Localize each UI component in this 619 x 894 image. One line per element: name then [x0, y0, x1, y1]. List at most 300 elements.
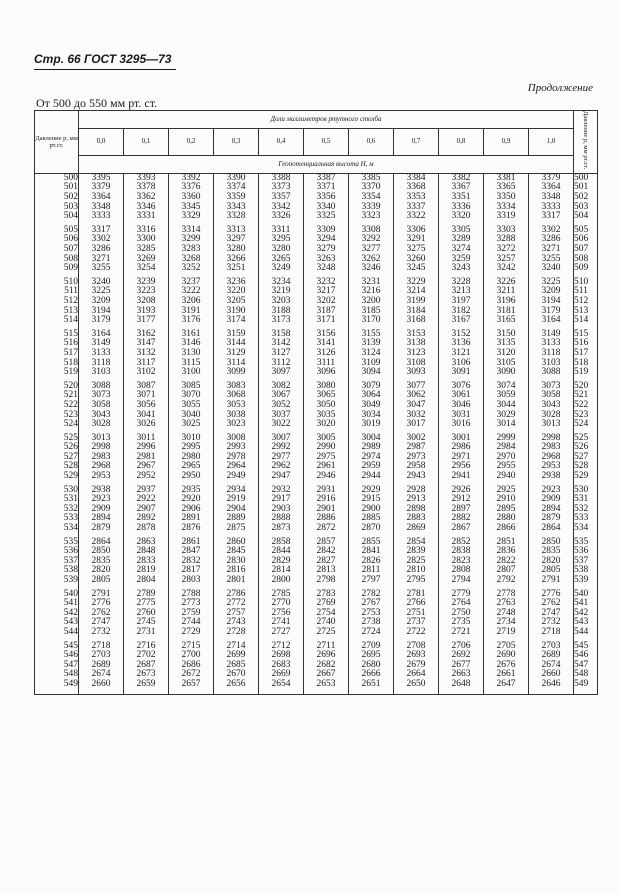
value-cell	[439, 434, 484, 486]
table-value: 3028	[541, 409, 561, 420]
table-value: 2876	[181, 523, 201, 534]
table-value: 3176	[181, 315, 201, 326]
table-value: 2820	[541, 555, 561, 566]
value-cell	[484, 486, 529, 538]
table-value: 3288	[496, 234, 516, 245]
table-value: 2735	[451, 617, 471, 628]
table-value: 504	[63, 211, 78, 222]
table-value: 3011	[136, 432, 156, 443]
table-row	[35, 590, 598, 642]
table-value: 3246	[361, 263, 381, 274]
value-cell	[79, 434, 124, 486]
table-value: 2971	[451, 451, 471, 462]
table-value: 3029	[496, 409, 516, 420]
table-value: 3008	[226, 432, 246, 443]
table-value: 526	[63, 442, 78, 453]
table-value: 2789	[136, 588, 156, 599]
table-value: 2747	[541, 607, 561, 618]
table-value: 2690	[496, 650, 516, 661]
table-value: 3317	[91, 224, 111, 235]
value-cell	[169, 486, 214, 538]
table-value: 3354	[361, 192, 381, 203]
table-value: 3133	[541, 338, 561, 349]
table-value: 2807	[496, 565, 516, 576]
pressure-cell-right	[574, 642, 598, 694]
table-value: 2925	[496, 484, 516, 495]
table-value: 2786	[226, 588, 246, 599]
table-value: 2732	[541, 617, 561, 628]
table-value: 3382	[451, 172, 471, 183]
column-header: 0,9	[484, 128, 529, 155]
table-value: 2727	[271, 626, 291, 637]
table-value: 3340	[316, 201, 336, 212]
table-value: 2808	[451, 565, 471, 576]
table-value: 3050	[316, 399, 336, 410]
table-value: 3094	[361, 367, 381, 378]
pressure-cell-right	[574, 330, 598, 382]
table-value: 546	[63, 650, 78, 661]
table-value: 512	[574, 295, 589, 306]
table-value: 535	[574, 536, 589, 547]
table-value: 3225	[91, 286, 111, 297]
value-cell	[124, 434, 169, 486]
table-value: 3152	[451, 328, 471, 339]
table-value: 3286	[541, 234, 561, 245]
table-value: 530	[63, 484, 78, 495]
table-value: 518	[63, 357, 78, 368]
table-value: 500	[63, 172, 78, 183]
table-value: 503	[574, 201, 589, 212]
table-value: 546	[574, 650, 589, 661]
table-value: 3074	[496, 380, 516, 391]
value-cell	[79, 330, 124, 382]
table-value: 2767	[361, 598, 381, 609]
table-value: 511	[574, 286, 588, 297]
table-value: 2718	[541, 626, 561, 637]
table-value: 2894	[541, 503, 561, 514]
table-value: 521	[574, 390, 589, 401]
table-value: 2708	[406, 640, 426, 651]
table-value: 2756	[271, 607, 291, 618]
table-value: 3308	[361, 224, 381, 235]
table-value: 3216	[361, 286, 381, 297]
table-value: 3097	[271, 367, 291, 378]
table-value: 542	[574, 607, 589, 618]
table-value: 3209	[91, 295, 111, 306]
table-value: 2663	[451, 669, 471, 680]
table-value: 2852	[451, 536, 471, 547]
table-value: 3236	[226, 276, 246, 287]
table-value: 3197	[451, 295, 471, 306]
table-value: 2961	[316, 461, 336, 472]
value-cell	[79, 486, 124, 538]
table-value: 2687	[136, 659, 156, 670]
pressure-cell	[35, 642, 79, 694]
pressure-cell-right	[574, 486, 598, 538]
table-value: 524	[63, 419, 78, 430]
table-value: 3129	[226, 347, 246, 358]
value-cell	[529, 486, 574, 538]
table-value: 3062	[406, 390, 426, 401]
table-value: 3208	[136, 295, 156, 306]
table-value: 2836	[496, 546, 516, 557]
table-value: 2811	[361, 565, 381, 576]
table-value: 548	[63, 669, 78, 680]
geopotential-table	[34, 110, 598, 695]
value-cell	[529, 642, 574, 694]
table-value: 505	[574, 224, 589, 235]
table-value: 3111	[316, 357, 336, 368]
table-value: 2716	[136, 640, 156, 651]
table-value: 2981	[136, 451, 156, 462]
value-cell	[529, 226, 574, 278]
table-value: 3182	[451, 305, 471, 316]
value-cell	[124, 642, 169, 694]
value-cell	[124, 330, 169, 382]
table-value: 3392	[181, 172, 201, 183]
table-value: 2781	[406, 588, 426, 599]
table-value: 2705	[496, 640, 516, 651]
table-value: 2822	[496, 555, 516, 566]
table-value: 502	[574, 192, 589, 203]
table-value: 3142	[271, 338, 291, 349]
table-value: 2657	[181, 678, 201, 689]
table-value: 3146	[181, 338, 201, 349]
table-value: 544	[574, 626, 589, 637]
table-value: 543	[63, 617, 78, 628]
table-value: 3091	[451, 367, 471, 378]
table-value: 2866	[496, 523, 516, 534]
value-cell	[304, 278, 349, 330]
value-cell	[439, 226, 484, 278]
pressure-cell-right	[574, 538, 598, 590]
table-value: 2750	[451, 607, 471, 618]
value-cell	[169, 173, 214, 225]
table-value: 517	[63, 347, 78, 358]
table-value: 3257	[496, 253, 516, 264]
table-value: 3206	[181, 295, 201, 306]
pressure-cell	[35, 226, 79, 278]
table-value: 527	[63, 451, 78, 462]
table-value: 2901	[316, 503, 336, 514]
table-value: 3179	[91, 315, 111, 326]
table-row	[35, 330, 598, 382]
table-value: 539	[574, 575, 589, 586]
table-value: 3306	[406, 224, 426, 235]
table-value: 3337	[406, 201, 426, 212]
value-cell	[349, 434, 394, 486]
table-value: 3162	[136, 328, 156, 339]
table-value: 3272	[496, 244, 516, 255]
pressure-cell-right	[574, 382, 598, 434]
table-value: 2978	[226, 451, 246, 462]
table-value: 3222	[181, 286, 201, 297]
value-cell	[394, 382, 439, 434]
table-value: 2967	[136, 461, 156, 472]
table-value: 2769	[316, 598, 336, 609]
pressure-header-right: Давление р, мм рт.ст.	[574, 111, 598, 174]
table-value: 3170	[361, 315, 381, 326]
table-value: 2999	[496, 432, 516, 443]
table-value: 2714	[226, 640, 246, 651]
value-cell	[259, 330, 304, 382]
table-value: 3004	[361, 432, 381, 443]
table-value: 2983	[91, 451, 111, 462]
table-value: 2880	[496, 513, 516, 524]
value-cell	[259, 173, 304, 225]
value-cell	[169, 330, 214, 382]
table-value: 2938	[91, 484, 111, 495]
table-value: 2886	[316, 513, 336, 524]
pressure-cell-right	[574, 590, 598, 642]
table-value: 2943	[406, 471, 426, 482]
table-value: 3249	[271, 263, 291, 274]
table-value: 2676	[496, 659, 516, 670]
value-cell	[349, 538, 394, 590]
table-value: 3336	[451, 201, 471, 212]
table-value: 3118	[91, 357, 111, 368]
page-header: Стр. 66 ГОСТ 3295—73	[34, 52, 172, 66]
table-value: 2795	[406, 575, 426, 586]
table-value: 2745	[136, 617, 156, 628]
table-value: 3168	[406, 315, 426, 326]
table-value: 3367	[451, 182, 471, 193]
table-value: 2980	[181, 451, 201, 462]
value-cell	[124, 173, 169, 225]
table-value: 2805	[91, 575, 111, 586]
value-cell	[79, 590, 124, 642]
table-value: 531	[63, 494, 78, 505]
table-value: 2674	[541, 659, 561, 670]
table-value: 3158	[271, 328, 291, 339]
pressure-cell	[35, 382, 79, 434]
value-cell	[349, 590, 394, 642]
table-value: 2689	[91, 659, 111, 670]
table-value: 2798	[316, 575, 336, 586]
table-value: 2835	[541, 546, 561, 557]
table-value: 3088	[541, 367, 561, 378]
table-value: 3017	[406, 419, 426, 430]
value-cell	[529, 434, 574, 486]
table-value: 2660	[541, 669, 561, 680]
table-value: 2731	[136, 626, 156, 637]
table-value: 3188	[271, 305, 291, 316]
pressure-cell-right	[574, 226, 598, 278]
table-value: 2850	[541, 536, 561, 547]
table-value: 2919	[226, 494, 246, 505]
table-value: 3118	[541, 347, 561, 358]
table-value: 2974	[361, 451, 381, 462]
table-value: 3275	[406, 244, 426, 255]
table-value: 527	[574, 451, 589, 462]
table-value: 3161	[181, 328, 201, 339]
table-value: 3025	[181, 419, 201, 430]
table-value: 2953	[541, 461, 561, 472]
table-value: 3047	[406, 399, 426, 410]
table-value: 540	[63, 588, 78, 599]
table-value: 3007	[271, 432, 291, 443]
table-value: 508	[574, 253, 589, 264]
table-value: 2889	[226, 513, 246, 524]
table-value: 3365	[496, 182, 516, 193]
table-value: 3032	[406, 409, 426, 420]
table-value: 2673	[136, 669, 156, 680]
table-value: 2689	[541, 650, 561, 661]
table-value: 2660	[91, 678, 111, 689]
table-value: 3199	[406, 295, 426, 306]
value-cell	[214, 434, 259, 486]
table-value: 3056	[136, 399, 156, 410]
table-value: 2987	[406, 442, 426, 453]
table-value: 529	[574, 471, 589, 482]
table-value: 2916	[316, 494, 336, 505]
table-value: 512	[63, 295, 78, 306]
table-value: 503	[63, 201, 78, 212]
table-value: 2825	[406, 555, 426, 566]
value-cell	[304, 173, 349, 225]
table-value: 3070	[181, 390, 201, 401]
table-value: 3132	[136, 347, 156, 358]
table-value: 507	[63, 244, 78, 255]
value-cell	[439, 382, 484, 434]
table-value: 3220	[226, 286, 246, 297]
table-value: 3317	[541, 211, 561, 222]
table-value: 2672	[181, 669, 201, 680]
table-value: 3046	[451, 399, 471, 410]
table-value: 3121	[451, 347, 471, 358]
table-value: 3200	[361, 295, 381, 306]
value-cell	[349, 642, 394, 694]
table-value: 3124	[361, 347, 381, 358]
table-value: 3138	[406, 338, 426, 349]
table-value: 3016	[451, 419, 471, 430]
table-value: 3115	[181, 357, 201, 368]
table-value: 525	[63, 432, 78, 443]
table-value: 2941	[451, 471, 471, 482]
table-value: 3231	[361, 276, 381, 287]
table-value: 3342	[271, 201, 291, 212]
table-value: 2998	[541, 432, 561, 443]
table-value: 3259	[451, 253, 471, 264]
table-value: 3114	[226, 357, 246, 368]
table-value: 2962	[271, 461, 291, 472]
value-cell	[529, 278, 574, 330]
table-value: 3019	[361, 419, 381, 430]
table-value: 3356	[316, 192, 336, 203]
table-value: 2928	[406, 484, 426, 495]
table-value: 3286	[91, 244, 111, 255]
table-value: 3203	[271, 295, 291, 306]
table-value: 530	[574, 484, 589, 495]
table-value: 3127	[271, 347, 291, 358]
table-value: 3173	[271, 315, 291, 326]
pressure-cell-right	[574, 173, 598, 225]
value-cell	[529, 590, 574, 642]
table-value: 3393	[136, 172, 156, 183]
table-value: 3061	[451, 390, 471, 401]
table-value: 3225	[541, 276, 561, 287]
table-value: 3065	[316, 390, 336, 401]
table-value: 2763	[496, 598, 516, 609]
table-value: 522	[63, 399, 78, 410]
table-value: 2923	[91, 494, 111, 505]
table-value: 2923	[541, 484, 561, 495]
table-value: 2946	[316, 471, 336, 482]
table-value: 3348	[91, 201, 111, 212]
table-value: 3149	[91, 338, 111, 349]
table-value: 3038	[226, 409, 246, 420]
value-cell	[124, 590, 169, 642]
table-value: 2850	[91, 546, 111, 557]
table-value: 3103	[541, 357, 561, 368]
table-value: 3219	[271, 286, 291, 297]
table-value: 2686	[181, 659, 201, 670]
table-value: 3082	[271, 380, 291, 391]
table-value: 2879	[541, 513, 561, 524]
table-value: 2700	[181, 650, 201, 661]
table-value: 3390	[226, 172, 246, 183]
value-cell	[214, 642, 259, 694]
table-value: 2915	[361, 494, 381, 505]
table-value: 3265	[271, 253, 291, 264]
table-value: 2858	[271, 536, 291, 547]
table-value: 3055	[181, 399, 201, 410]
table-value: 536	[574, 546, 589, 557]
table-value: 3022	[271, 419, 291, 430]
table-value: 3044	[496, 399, 516, 410]
table-value: 2878	[136, 523, 156, 534]
table-value: 2842	[316, 546, 336, 557]
table-value: 3191	[181, 305, 201, 316]
value-cell	[79, 173, 124, 225]
column-header: 0,5	[304, 128, 349, 155]
value-cell	[79, 278, 124, 330]
table-value: 510	[63, 276, 78, 287]
table-value: 3302	[91, 234, 111, 245]
value-cell	[214, 538, 259, 590]
value-cell	[259, 278, 304, 330]
table-value: 2753	[361, 607, 381, 618]
table-value: 540	[574, 588, 589, 599]
table-value: 2816	[226, 565, 246, 576]
geopotential-header: Геопотенциальная высота Н, м	[79, 156, 574, 174]
table-value: 2651	[361, 678, 381, 689]
table-value: 501	[63, 182, 78, 193]
table-value: 528	[63, 461, 78, 472]
table-value: 2926	[451, 484, 471, 495]
table-value: 2677	[451, 659, 471, 670]
table-value: 3323	[361, 211, 381, 222]
table-value: 3371	[316, 182, 336, 193]
table-value: 3023	[226, 419, 246, 430]
value-cell	[394, 538, 439, 590]
value-cell	[259, 486, 304, 538]
table-value: 2703	[541, 640, 561, 651]
table-value: 3374	[226, 182, 246, 193]
table-value: 2801	[226, 575, 246, 586]
value-cell	[439, 173, 484, 225]
table-value: 2906	[181, 503, 201, 514]
table-value: 2992	[271, 442, 291, 453]
table-value: 3255	[91, 263, 111, 274]
table-value: 3043	[541, 399, 561, 410]
table-value: 3037	[271, 409, 291, 420]
table-value: 3052	[271, 399, 291, 410]
table-value: 3076	[451, 380, 471, 391]
table-value: 539	[63, 575, 78, 586]
table-value: 2654	[271, 678, 291, 689]
value-cell	[169, 382, 214, 434]
